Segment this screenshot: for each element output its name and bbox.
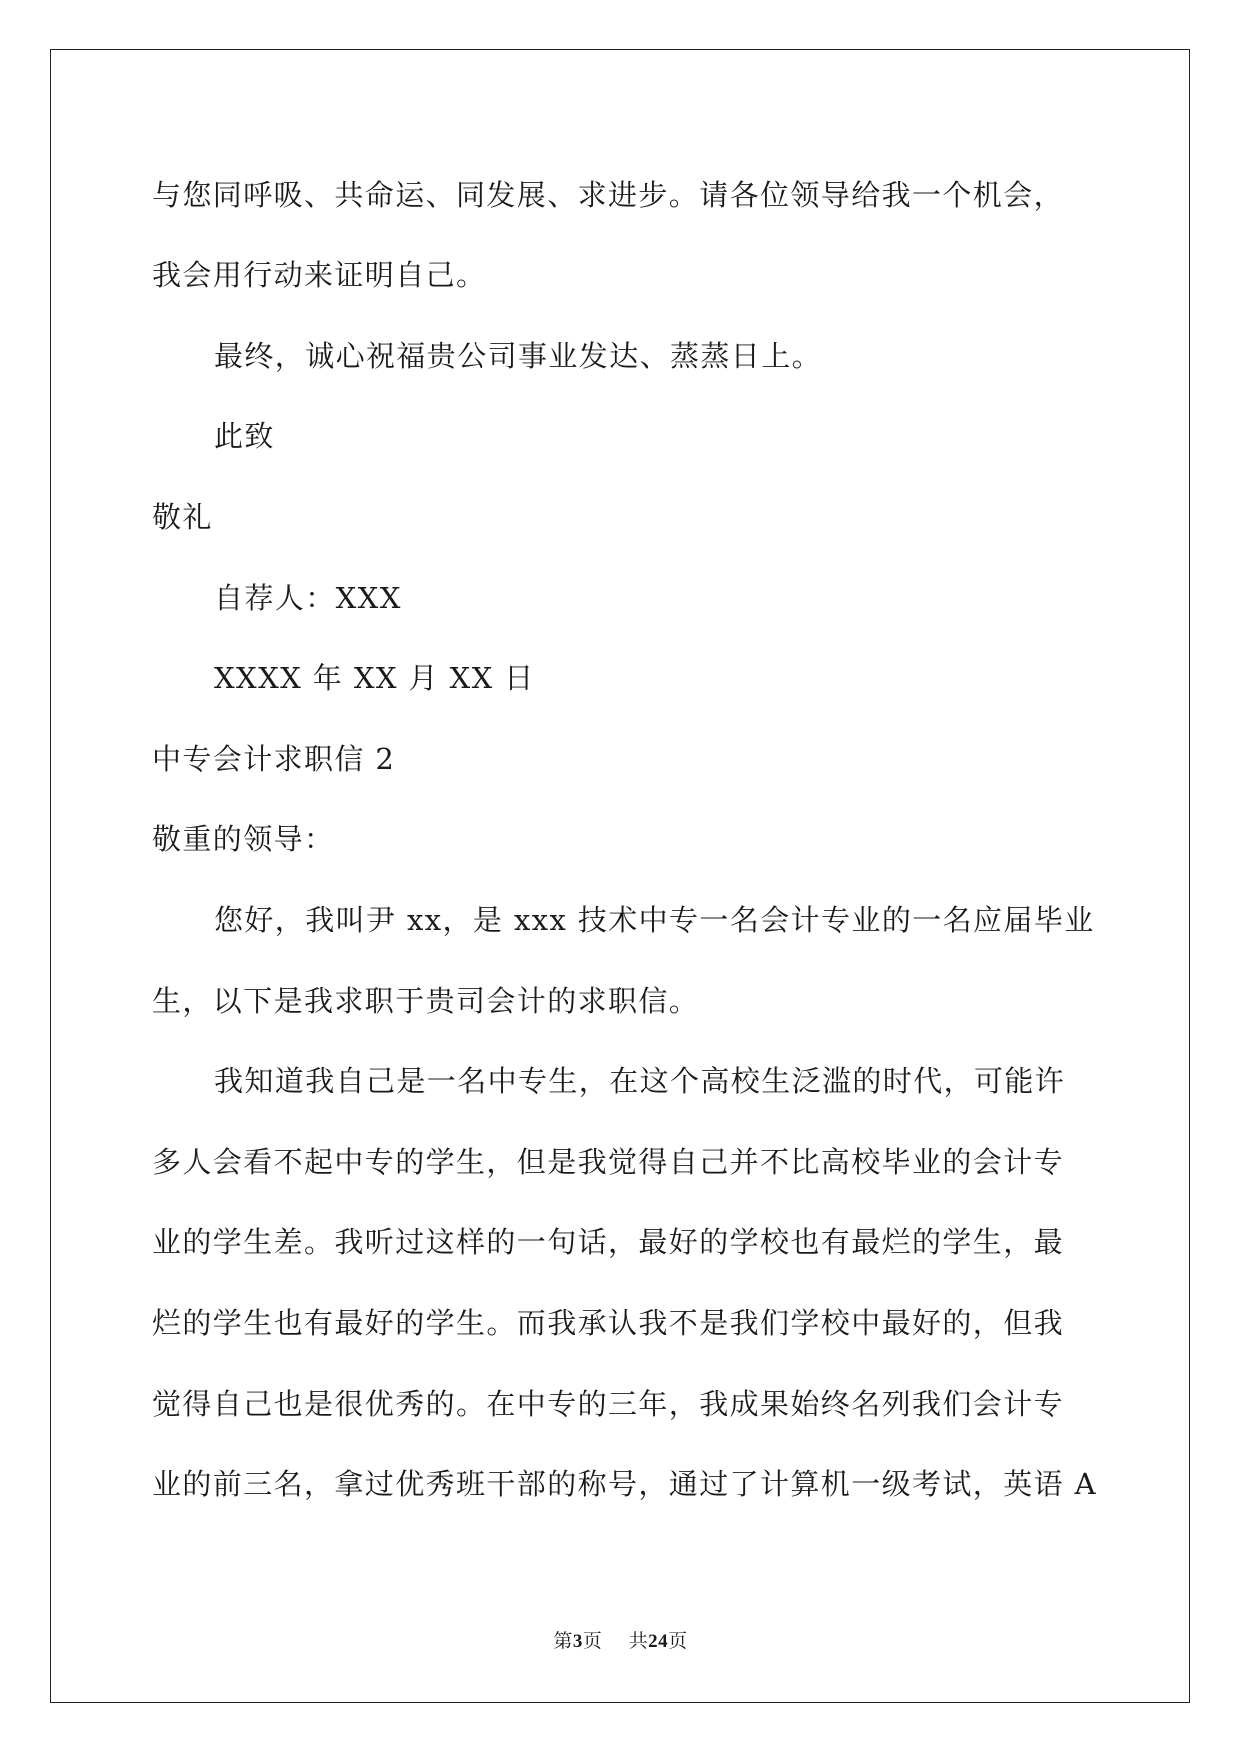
section-title: 中专会计求职信 2	[152, 742, 396, 776]
salutation-jingli: 敬礼	[152, 500, 213, 534]
body-line: 您好，我叫尹 xx，是 xxx 技术中专一名会计专业的一名应届毕业	[214, 903, 1095, 937]
page-number: 3	[572, 1631, 583, 1652]
body-line: 业的学生差。我听过这样的一句话，最好的学校也有最烂的学生，最	[152, 1225, 1065, 1259]
page-border	[50, 49, 1190, 1703]
body-line: 烂的学生也有最好的学生。而我承认我不是我们学校中最好的，但我	[152, 1306, 1065, 1340]
body-line: 觉得自己也是很优秀的。在中专的三年，我成果始终名列我们会计专	[152, 1387, 1065, 1421]
greeting: 敬重的领导：	[152, 822, 335, 856]
footer-total-prefix: 共	[628, 1630, 649, 1652]
body-line: 业的前三名，拿过优秀班干部的称号，通过了计算机一级考试，英语 A	[152, 1467, 1097, 1501]
body-line: 生，以下是我求职于贵司会计的求职信。	[152, 984, 700, 1018]
body-line: 我会用行动来证明自己。	[152, 258, 487, 292]
total-pages: 24	[648, 1631, 669, 1652]
salutation-cizhi: 此致	[214, 419, 275, 453]
footer-page-unit: 页	[582, 1630, 603, 1652]
signature-line: 自荐人：XXX	[214, 581, 402, 615]
footer-prefix: 第	[553, 1630, 573, 1652]
body-line: 我知道我自己是一名中专生，在这个高校生泛滥的时代，可能许	[214, 1064, 1066, 1098]
body-line: 多人会看不起中专的学生，但是我觉得自己并不比高校毕业的会计专	[152, 1145, 1065, 1179]
page-footer	[0, 1629, 1241, 1654]
date-line: XXXX 年 XX 月 XX 日	[214, 661, 535, 695]
closing-wish: 最终，诚心祝福贵公司事业发达、蒸蒸日上。	[214, 339, 823, 373]
body-line: 与您同呼吸、共命运、同发展、求进步。请各位领导给我一个机会，	[152, 178, 1065, 212]
footer-total-unit: 页	[668, 1630, 688, 1652]
